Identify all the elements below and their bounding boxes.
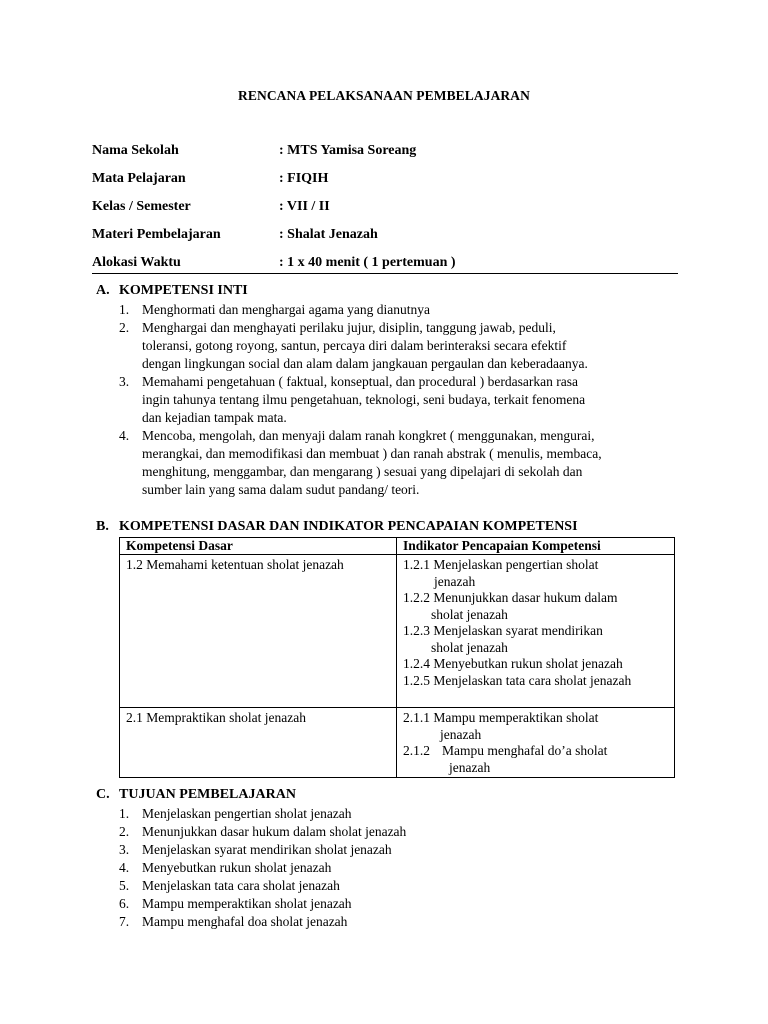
item-text: Menjelaskan syarat mendirikan sholat jenazah	[142, 842, 392, 857]
item-line: Memahami pengetahuan ( faktual, konseptual, dan procedural ) berdasarkan rasa	[142, 374, 578, 389]
item-line: Mencoba, mengolah, dan menyaji dalam ranah kongkret ( menggunakan, mengurai,	[142, 428, 595, 443]
indicator-number: 2.1.2	[403, 743, 430, 758]
item-number: 2.	[119, 824, 130, 839]
list-item	[119, 859, 664, 877]
table-row	[120, 708, 675, 778]
identity-value: : VII / II	[279, 199, 330, 214]
list-item	[119, 913, 664, 931]
item-number: 5.	[119, 878, 130, 893]
indicator-continuation: sholat jenazah	[431, 606, 508, 622]
column-header: Indikator Pencapaian Kompetensi	[397, 538, 675, 555]
identity-label: Materi Pembelajaran	[92, 227, 221, 242]
item-text: Menghormati dan menghargai agama yang dianutnya	[142, 302, 431, 317]
indicator-continuation: jenazah	[449, 759, 491, 775]
item-number: 4.	[119, 428, 130, 443]
tujuan-list	[119, 805, 664, 931]
indicator-cell	[397, 708, 675, 778]
identity-row	[92, 255, 678, 283]
list-item	[119, 301, 664, 319]
indicator-text: 1.2.2 Menunjukkan dasar hukum dalam	[403, 590, 618, 605]
indicator	[403, 656, 668, 673]
identity-row	[92, 143, 678, 171]
table-header-row	[120, 538, 675, 555]
item-line: toleransi, gotong royong, santun, percaya diri dalam berinteraksi secara efektif	[142, 338, 567, 353]
section-a-heading	[96, 283, 248, 299]
item-text: Menunjukkan dasar hukum dalam sholat jenazah	[142, 824, 407, 839]
indicator	[403, 623, 668, 656]
identity-label: Nama Sekolah	[92, 143, 179, 158]
item-text: Menyebutkan rukun sholat jenazah	[142, 860, 332, 875]
list-item	[119, 841, 664, 859]
item-number: 7.	[119, 914, 130, 929]
indicator	[403, 557, 668, 590]
section-title: TUJUAN PEMBELAJARAN	[119, 787, 296, 802]
section-letter: A.	[96, 283, 110, 298]
indicator-text: 1.2.4 Menyebutkan rukun sholat jenazah	[403, 656, 623, 671]
kompetensi-table	[119, 537, 675, 778]
section-title: KOMPETENSI INTI	[119, 283, 248, 298]
item-line: dan kejadian tampak mata.	[142, 410, 287, 425]
item-line: menghitung, menggambar, dan mengarang ) sesuai yang dipelajari di sekolah dan	[142, 464, 583, 479]
kd-cell: 1.2 Memahami ketentuan sholat jenazah	[120, 555, 397, 708]
item-line: Menghargai dan menghayati perilaku jujur, disiplin, tanggung jawab, peduli,	[142, 320, 556, 335]
item-text: Mampu menghafal doa sholat jenazah	[142, 914, 348, 929]
indicator-continuation: sholat jenazah	[431, 639, 508, 655]
indicator-text: 1.2.3 Menjelaskan syarat mendirikan	[403, 623, 603, 638]
section-letter: C.	[96, 787, 110, 802]
section-b-heading	[96, 519, 578, 535]
kd-cell: 2.1 Mempraktikan sholat jenazah	[120, 708, 397, 778]
item-line: merangkai, dan memodifikasi dan membuat ) dan ranah abstrak ( menulis, membaca,	[142, 446, 602, 461]
list-item	[119, 319, 664, 373]
section-c-heading	[96, 787, 296, 803]
kompetensi-inti-list	[119, 301, 664, 499]
header-divider	[92, 273, 678, 274]
indicator-cell	[397, 555, 675, 708]
section-letter: B.	[96, 519, 109, 534]
identity-value: : 1 x 40 menit ( 1 pertemuan )	[279, 255, 456, 270]
indicator-text: Mampu menghafal do’a sholat	[442, 743, 608, 758]
identity-label: Kelas / Semester	[92, 199, 191, 214]
list-item	[119, 373, 664, 427]
item-number: 1.	[119, 302, 130, 317]
item-line: ingin tahunya tentang ilmu pengetahuan, teknologi, seni budaya, terkait fenomena	[142, 392, 586, 407]
item-number: 3.	[119, 842, 130, 857]
indicator	[403, 710, 668, 743]
item-number: 2.	[119, 320, 130, 335]
section-title: KOMPETENSI DASAR DAN INDIKATOR PENCAPAIAN KOMPETENSI	[119, 519, 578, 534]
list-item	[119, 823, 664, 841]
item-line: sumber lain yang sama dalam sudut pandang/ teori.	[142, 482, 420, 497]
document-title: RENCANA PELAKSANAAN PEMBELAJARAN	[238, 88, 530, 103]
item-number: 6.	[119, 896, 130, 911]
indicator-continuation: jenazah	[434, 573, 476, 589]
column-header: Kompetensi Dasar	[120, 538, 397, 555]
item-text: Mampu memperaktikan sholat jenazah	[142, 896, 352, 911]
item-number: 4.	[119, 860, 130, 875]
identity-value: : Shalat Jenazah	[279, 227, 378, 242]
indicator-text: 1.2.5 Menjelaskan tata cara sholat jenazah	[403, 672, 632, 688]
list-item	[119, 895, 664, 913]
table-row	[120, 555, 675, 708]
item-text: Menjelaskan tata cara sholat jenazah	[142, 878, 340, 893]
identity-row	[92, 199, 678, 227]
identity-row	[92, 171, 678, 199]
indicator-text: 1.2.1 Menjelaskan pengertian sholat	[403, 557, 599, 572]
indicator	[403, 590, 668, 623]
list-item	[119, 427, 664, 499]
identity-label: Alokasi Waktu	[92, 255, 181, 270]
identity-row	[92, 227, 678, 255]
indicator	[403, 673, 668, 690]
item-line: dengan lingkungan social dan alam dalam jangkauan pergaulan dan keberadaanya.	[142, 356, 588, 371]
item-text: Menjelaskan pengertian sholat jenazah	[142, 806, 352, 821]
indicator	[403, 743, 668, 776]
indicator-continuation: jenazah	[440, 726, 482, 742]
identity-label: Mata Pelajaran	[92, 171, 186, 186]
identity-value: : MTS Yamisa Soreang	[279, 143, 417, 158]
list-item	[119, 877, 664, 895]
item-number: 3.	[119, 374, 130, 389]
identity-value: : FIQIH	[279, 171, 329, 186]
list-item	[119, 805, 664, 823]
identity-block	[92, 143, 678, 283]
item-number: 1.	[119, 806, 130, 821]
indicator-text: 2.1.1 Mampu memperaktikan sholat	[403, 710, 599, 725]
